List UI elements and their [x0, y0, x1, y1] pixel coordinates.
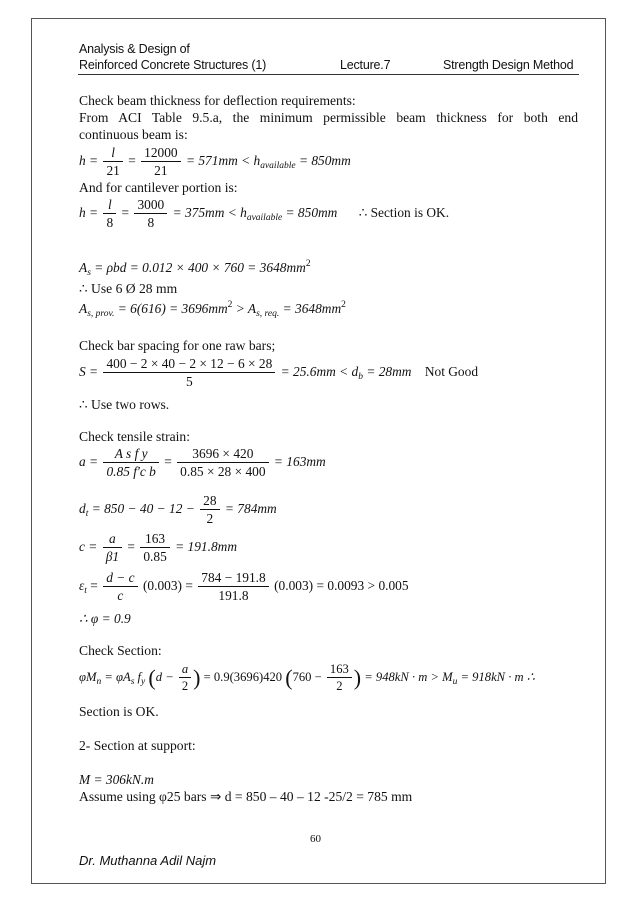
para-deflection: Check beam thickness for deflection requirements:: [79, 93, 356, 108]
header-course-line2: Reinforced Concrete Structures (1): [79, 58, 267, 72]
eq-depth-a: a = $\frac{\text{A s f y}}{\text{0.85 f′c b}}$ = $\frac{3696 \times 420}{0.85 \times 28 \times 400}$ = 163mm: [79, 446, 326, 479]
para-section-support: 2- Section at support:: [79, 738, 196, 753]
para-bar-spacing: Check bar spacing for one raw bars;: [79, 338, 276, 353]
para-cantilever: And for cantilever portion is:: [79, 180, 238, 195]
eq-moment-capacity: $\varphi M_n = \varphi A_s$ $f_y$ (d − $\frac{a}{2}$ ) = 0.9(3696)420 (760 − $\frac{163}{2}$ ) = $948kN \cdot m > M_u = 918kN \cdot m$ ∴: [79, 662, 535, 693]
para-tensile-strain: Check tensile strain:: [79, 429, 190, 444]
eq-thickness-continuous: h = $\frac{l}{21}$ = $\frac{12000}{21}$ = $571mm < h_{available} = 850mm$: [79, 145, 351, 178]
para-continuous: continuous beam is:: [79, 127, 188, 142]
eq-thickness-cantilever: h = $\frac{l}{8}$ = $\frac{3000}{8}$ = $375mm < h_{available} = 850mm$ ∴ Section is OK.: [79, 197, 450, 230]
header-course-line1: Analysis & Design of: [79, 42, 190, 56]
header-lecture: Lecture.7: [340, 58, 391, 72]
para-use-bars: ∴ Use 6 Ø 28 mm: [79, 281, 178, 296]
footer-author: Dr. Muthanna Adil Najm: [79, 853, 217, 868]
page-number: 60: [310, 833, 321, 845]
eq-tensile-strain: $\varepsilon_t$ = $\frac{d - c}{c}$ (0.003) = $\frac{784 - 191.8}{191.8}$ (0.003) = 0.0093 > 0.005: [79, 570, 409, 603]
eq-steel-provided: $A_{s, prov.} = 6(616) = 3696mm^2 > A_{s, req.} = 3648mm^2$: [79, 300, 346, 319]
para-check-section: Check Section:: [79, 643, 162, 658]
eq-steel-area: $A_s = \rho bd = 0.012 \times 400 \times 760 = 3648mm^2$: [79, 259, 311, 278]
para-section-ok: Section is OK.: [79, 704, 159, 719]
header-topic: Strength Design Method: [443, 58, 574, 72]
eq-moment-support: M = 306kN.m: [79, 772, 154, 787]
eq-phi: ∴ φ = 0.9: [79, 611, 131, 626]
header-rule: [78, 74, 579, 75]
para-two-rows: ∴ Use two rows.: [79, 397, 170, 412]
eq-depth-dt: $d_t = 850 - 40 - 12$ − $\frac{28}{2}$ = 784mm: [79, 493, 277, 526]
eq-neutral-axis: c = $\frac{a}{\beta 1}$ = $\frac{163}{0.85}$ = 191.8mm: [79, 531, 237, 564]
para-aci-table: From ACI Table 9.5.a, the minimum permissible beam thickness for both end: [79, 110, 578, 125]
eq-bar-spacing: S = $\frac{400 - 2 \times 40 - 2 \times 12 - 6 \times 28}{5}$ = $25.6mm < d_b = 28mm$ Not Good: [79, 356, 479, 389]
para-assume-bars: Assume using φ25 bars ⇒ d = 850 – 40 – 12 -25/2 = 785 mm: [79, 789, 413, 804]
